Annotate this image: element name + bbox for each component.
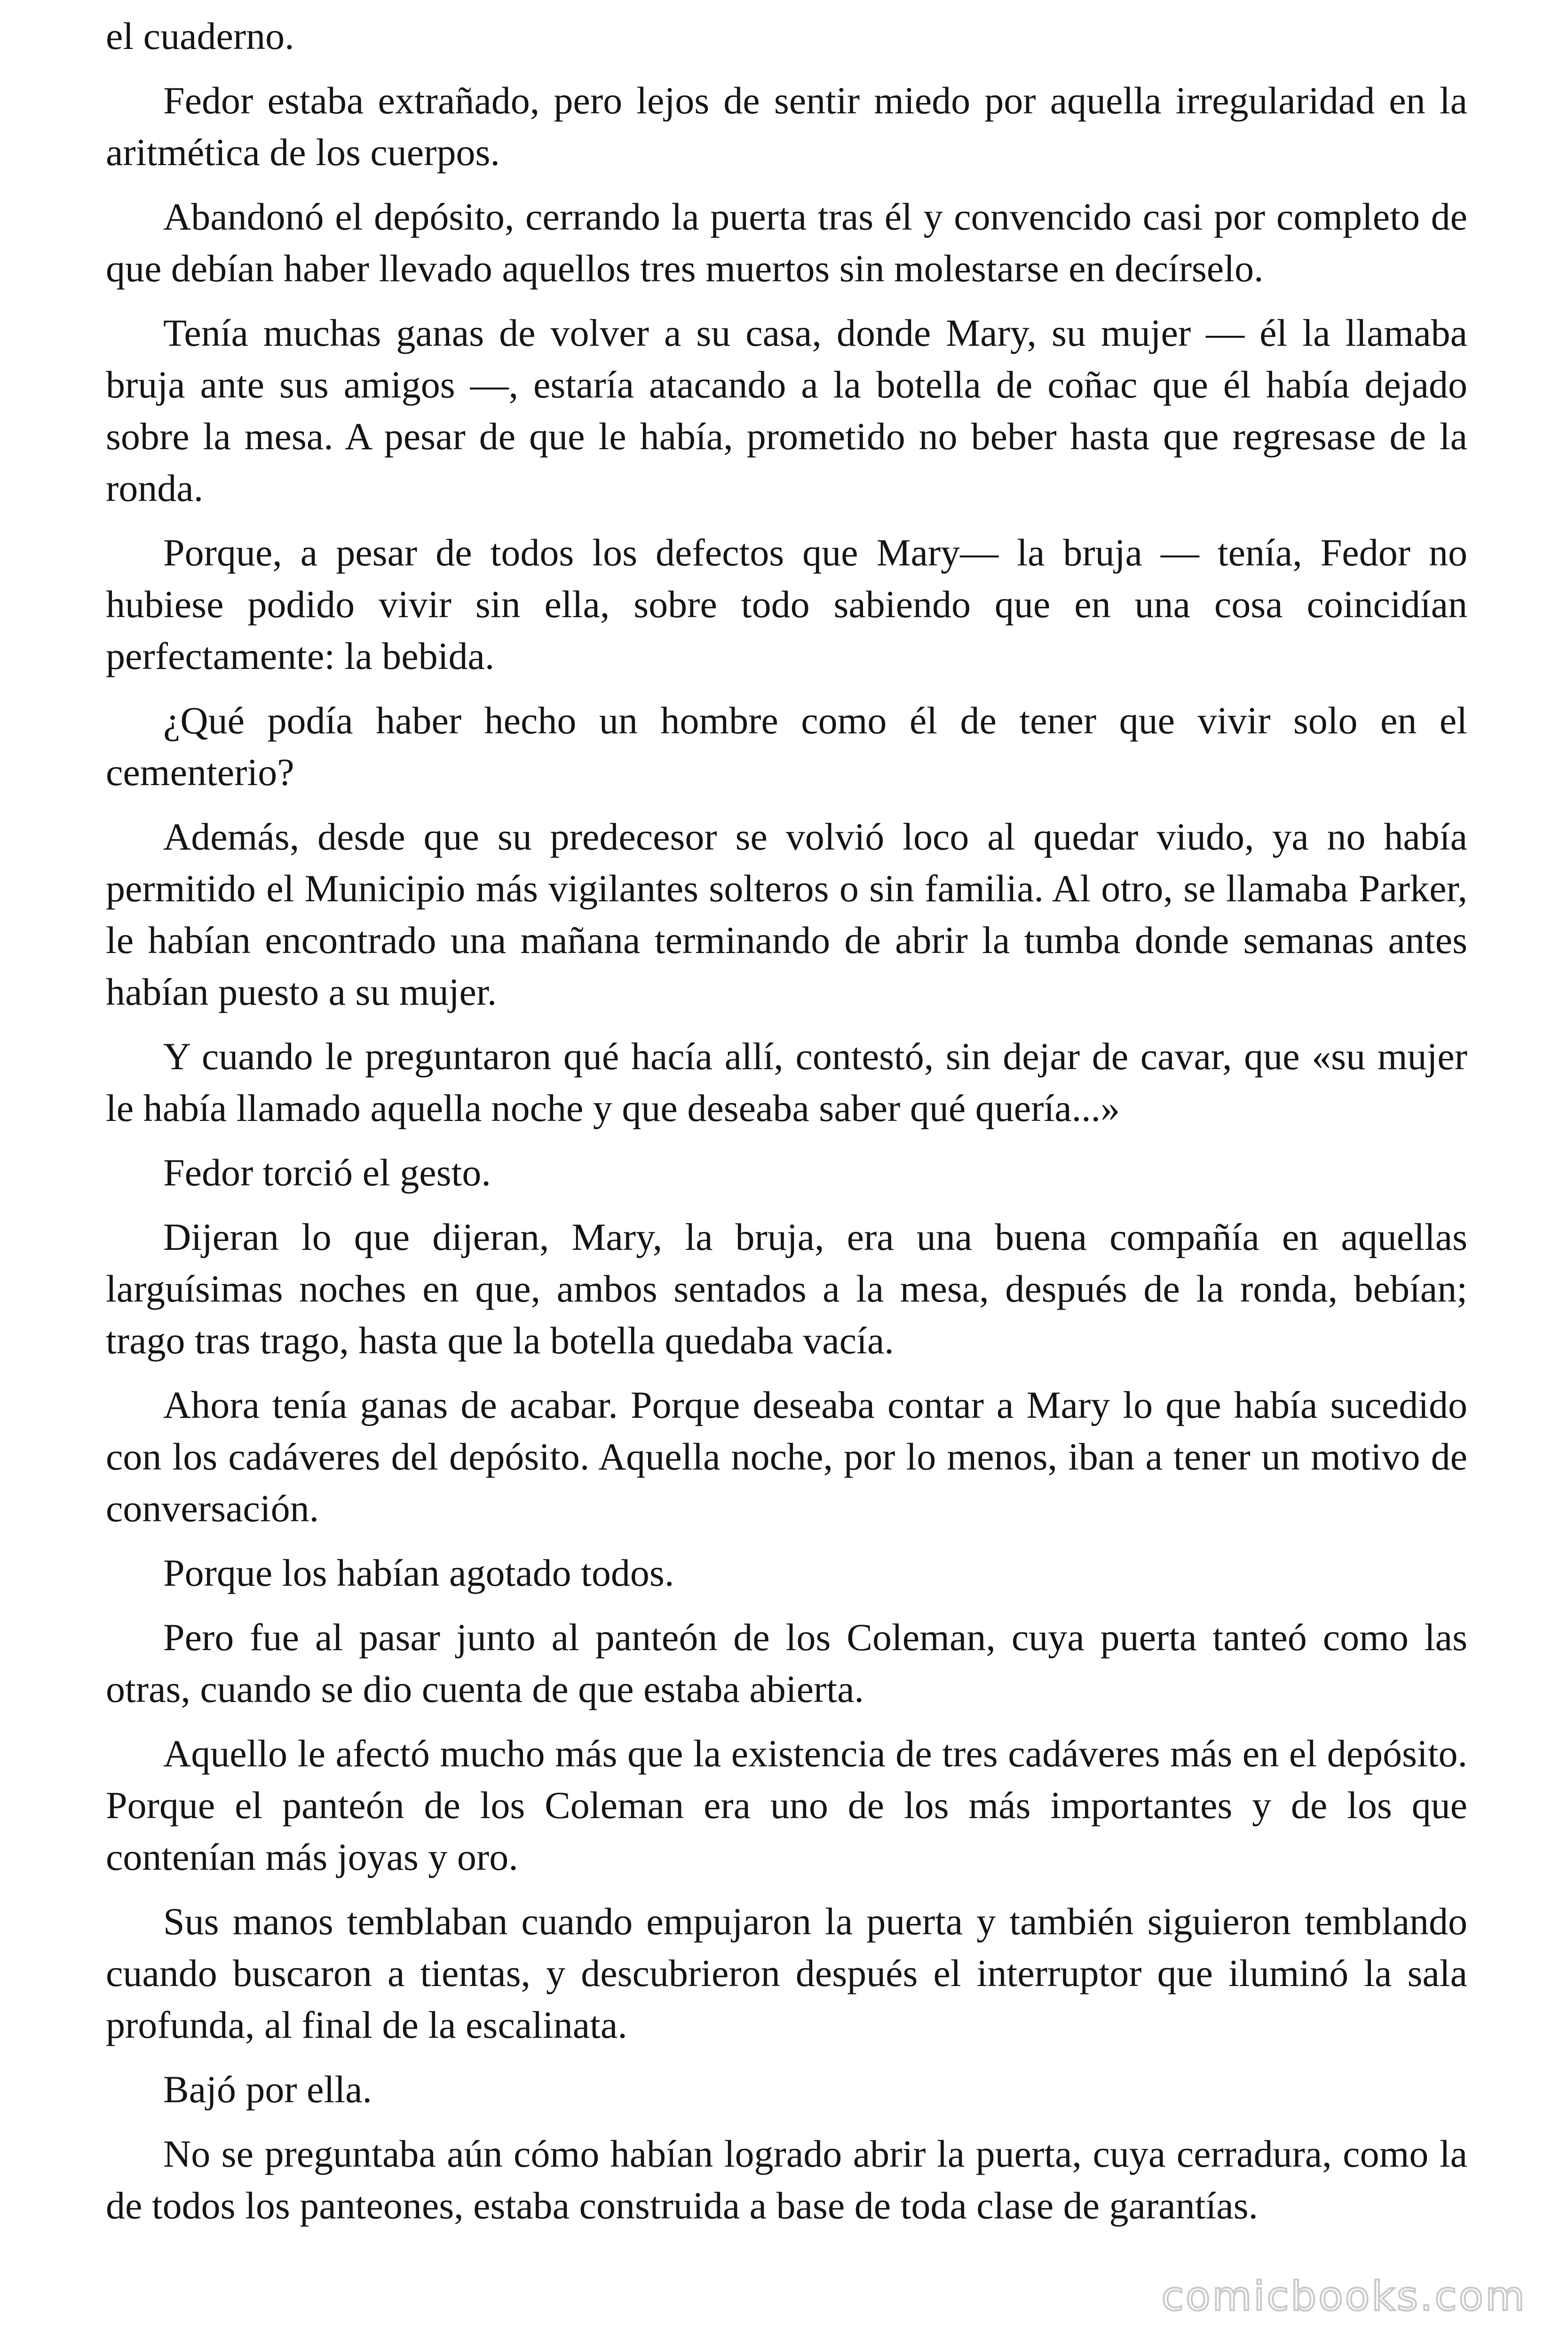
paragraph: No se preguntaba aún cómo habían logrado abrir la puerta, cuya cerradura, como la de todos los panteones, estaba construida a base de toda clase de garantías. xyxy=(106,2132,1467,2227)
paragraph: Porque, a pesar de todos los defectos que Mary— la bruja — tenía, Fedor no hubiese podido vivir sin ella, sobre todo sabiendo que en una cosa coincidían perfectamente: la bebida. xyxy=(106,531,1467,677)
paragraph: Tenía muchas ganas de volver a su casa, donde Mary, su mujer — él la llamaba bruja ante sus amigos —, estaría atacando a la botella de coñac que él había dejado sobre la mesa. A pesar de que le había, prometido no beber hasta que regresase de la ronda. xyxy=(106,311,1467,509)
paragraph: Dijeran lo que dijeran, Mary, la bruja, era una buena compañía en aquellas larguísimas noches en que, ambos sentados a la mesa, después de la ronda, bebían; trago tras trago, hasta que la botella quedaba vacía. xyxy=(106,1216,1467,1362)
site-watermark: comicbooks.com xyxy=(1161,2273,1527,2320)
paragraph: Abandonó el depósito, cerrando la puerta tras él y convencido casi por completo de que debían haber llevado aquellos tres muertos sin molestarse en decírselo. xyxy=(106,195,1467,290)
paragraph: el cuaderno. xyxy=(106,15,294,57)
paragraph: Fedor torció el gesto. xyxy=(163,1151,491,1194)
text-column xyxy=(106,10,1467,2244)
paragraph: Fedor estaba extrañado, pero lejos de sentir miedo por aquella irregularidad en la aritmética de los cuerpos. xyxy=(106,79,1467,174)
paragraph: Y cuando le preguntaron qué hacía allí, contestó, sin dejar de cavar, que «su mujer le había llamado aquella noche y que deseaba saber qué quería...» xyxy=(106,1035,1467,1129)
paragraph: ¿Qué podía haber hecho un hombre como él de tener que vivir solo en el cementerio? xyxy=(106,699,1467,794)
paragraph: Pero fue al pasar junto al panteón de los Coleman, cuya puerta tanteó como las otras, cuando se dio cuenta de que estaba abierta. xyxy=(106,1616,1467,1710)
paragraph: Porque los habían agotado todos. xyxy=(163,1551,674,1594)
paragraph: Sus manos temblaban cuando empujaron la puerta y también siguieron temblando cuando buscaron a tientas, y descubrieron después el interruptor que iluminó la sala profunda, al final de la escalinata. xyxy=(106,1900,1467,2046)
paragraph: Bajó por ella. xyxy=(163,2068,372,2111)
paragraph: Aquello le afectó mucho más que la existencia de tres cadáveres más en el depósito. Porque el panteón de los Coleman era uno de los más importantes y de los que contenían más joyas y oro. xyxy=(106,1732,1467,1878)
paragraph: Ahora tenía ganas de acabar. Porque deseaba contar a Mary lo que había sucedido con los cadáveres del depósito. Aquella noche, por lo menos, iban a tener un motivo de conversación. xyxy=(106,1383,1467,1530)
paragraph: Además, desde que su predecesor se volvió loco al quedar viudo, ya no había permitido el Municipio más vigilantes solteros o sin familia. Al otro, se llamaba Parker, le habían encontrado una mañana terminando de abrir la tumba donde semanas antes habían puesto a su mujer. xyxy=(106,815,1467,1013)
